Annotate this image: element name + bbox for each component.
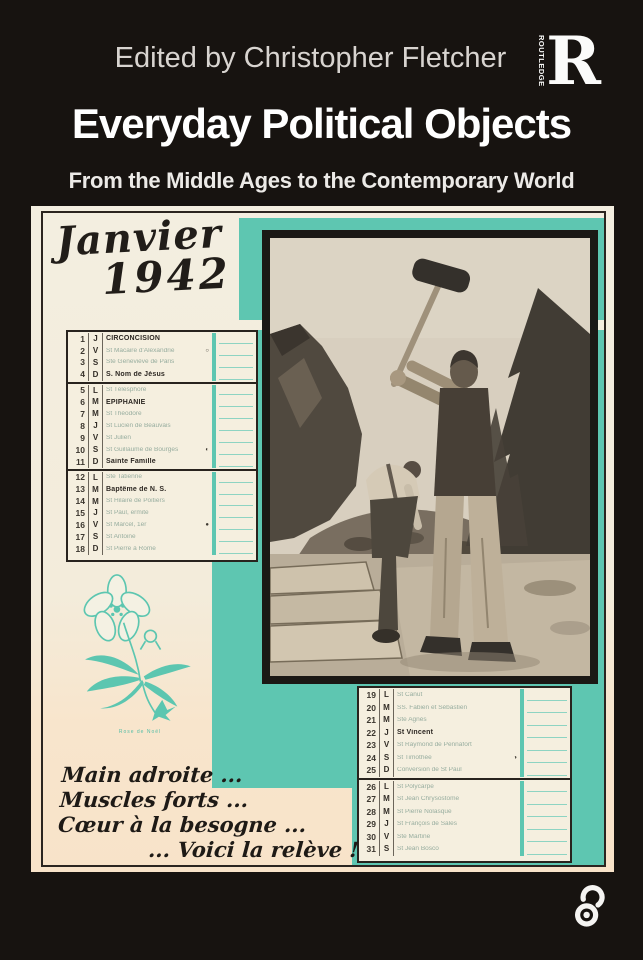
book-subtitle: From the Middle Ages to the Contemporary World xyxy=(68,168,575,193)
saint-name: SS. Fabien et Sébastien xyxy=(397,704,468,711)
saint-name: St Timothée ◑ xyxy=(397,754,517,761)
day-number: 28 xyxy=(366,806,376,817)
notes-cell xyxy=(212,369,256,381)
moon-phase-icon: ◐ xyxy=(205,446,209,453)
calendar-day-row xyxy=(68,345,256,357)
calendar-day-row xyxy=(68,531,256,543)
weekday-letter: L xyxy=(88,472,103,484)
day-number: 8 xyxy=(80,420,85,431)
calendar-day-row xyxy=(359,739,570,752)
day-number: 6 xyxy=(80,397,85,408)
saint-name: St Guillaume de Bourges ◐ xyxy=(106,446,209,453)
day-number: 19 xyxy=(366,690,376,700)
notes-cell xyxy=(520,781,570,794)
calendar-day-row xyxy=(68,357,256,369)
saint-name: St Pierre Nolasque xyxy=(397,808,452,815)
saint-name: St Marcel, 1er ● xyxy=(106,522,209,529)
saint-name: St Paul, ermite xyxy=(106,510,149,517)
weekday-letter: M xyxy=(88,484,103,496)
calendar-day-row xyxy=(68,385,256,397)
saint-name: Conversion de St Paul xyxy=(397,767,462,773)
notes-cell xyxy=(212,444,256,456)
calendar-day-row xyxy=(68,507,256,519)
day-number: 3 xyxy=(80,357,85,368)
calendar-table-january-19-31 xyxy=(357,686,572,863)
notes-cell xyxy=(212,357,256,369)
weekday-letter: S xyxy=(88,531,103,543)
calendar-week-block xyxy=(359,780,570,857)
notes-cell xyxy=(212,507,256,519)
notes-cell xyxy=(520,702,570,715)
calendar-day-row xyxy=(68,496,256,508)
saint-name: CIRCONCISION xyxy=(106,335,161,343)
notes-cell xyxy=(520,793,570,806)
calendar-day-row xyxy=(68,408,256,420)
saint-name: Ste Geneviève de Paris xyxy=(106,359,175,366)
saint-name: Sainte Famille xyxy=(106,458,156,466)
weekday-letter: L xyxy=(88,385,103,397)
calendar-day-row xyxy=(68,444,256,456)
worker-photo xyxy=(262,230,598,684)
calendar-day-row xyxy=(359,714,570,727)
year: 1942 xyxy=(100,248,233,305)
slogan-line-1: Main adroite ... xyxy=(60,762,244,787)
saint-name: St Canut xyxy=(397,692,423,698)
day-number: 14 xyxy=(75,496,85,507)
routledge-logo xyxy=(537,22,601,100)
calendar-day-row xyxy=(68,519,256,531)
notes-cell xyxy=(212,519,256,531)
flower-caption: Rose de Noël xyxy=(118,729,162,735)
day-number: 31 xyxy=(366,844,376,854)
saint-name: St Lucien de Beauvais xyxy=(106,422,171,429)
weekday-letter: M xyxy=(88,496,103,508)
weekday-letter: M xyxy=(379,806,394,819)
calendar-day-row xyxy=(68,369,256,381)
weekday-letter: J xyxy=(379,727,394,740)
day-number: 12 xyxy=(75,472,85,483)
routledge-logo-r: R xyxy=(546,22,601,100)
month-name: Janvier xyxy=(54,209,223,266)
day-number: 23 xyxy=(366,740,376,750)
saint-name: ÉPIPHANIE xyxy=(106,398,146,406)
slogan-block xyxy=(56,762,365,862)
notes-cell xyxy=(520,806,570,819)
saint-name: St Télesphore xyxy=(106,387,147,394)
day-number: 10 xyxy=(75,444,85,455)
calendar-page xyxy=(31,206,614,872)
calendar-day-row xyxy=(359,806,570,819)
day-number: 24 xyxy=(366,752,376,763)
weekday-letter: M xyxy=(88,396,103,408)
weekday-letter: S xyxy=(379,843,394,856)
calendar-day-row xyxy=(359,843,570,856)
notes-cell xyxy=(520,689,570,702)
weekday-letter: M xyxy=(88,408,103,420)
moon-phase-icon: ◑ xyxy=(513,754,517,761)
moon-phase-icon: ○ xyxy=(205,347,209,354)
calendar-day-row xyxy=(359,818,570,831)
weekday-letter: V xyxy=(88,345,103,357)
day-number: 9 xyxy=(80,432,85,443)
open-access-icon xyxy=(570,879,608,929)
notes-cell xyxy=(212,531,256,543)
calendar-day-row xyxy=(68,420,256,432)
weekday-letter: V xyxy=(88,519,103,531)
saint-name: St Jean Bosco xyxy=(397,846,439,852)
saint-name: St Pierre à Rome xyxy=(106,545,156,552)
book-title: Everyday Political Objects xyxy=(71,100,572,147)
month-heading xyxy=(55,210,232,307)
calendar-day-row xyxy=(359,781,570,794)
notes-cell xyxy=(212,420,256,432)
day-number: 7 xyxy=(80,409,85,420)
notes-cell xyxy=(520,843,570,856)
day-number: 4 xyxy=(80,369,85,380)
calendar-week-block xyxy=(68,332,256,384)
saint-name: Ste Agnès xyxy=(397,717,427,723)
day-number: 29 xyxy=(366,819,376,829)
weekday-letter: M xyxy=(379,714,394,727)
saint-name: Baptême de N. S. xyxy=(106,486,167,494)
day-number: 25 xyxy=(366,765,376,775)
calendar-day-row xyxy=(359,727,570,740)
saint-name: Ste Tatienne xyxy=(106,474,143,481)
notes-cell xyxy=(520,818,570,831)
notes-cell xyxy=(212,484,256,496)
saint-name: St Jean Chrysostome xyxy=(397,796,460,802)
hellebore-flower-drawing xyxy=(75,574,205,721)
day-number: 11 xyxy=(76,456,85,467)
notes-cell xyxy=(212,396,256,408)
saint-name: St Hilaire de Poitiers xyxy=(106,498,165,505)
calendar-day-row xyxy=(68,432,256,444)
notes-cell xyxy=(212,543,256,555)
notes-cell xyxy=(212,345,256,357)
weekday-letter: S xyxy=(88,357,103,369)
day-number: 21 xyxy=(366,715,376,725)
weekday-letter: V xyxy=(88,432,103,444)
day-number: 16 xyxy=(75,520,85,531)
weekday-letter: S xyxy=(379,752,394,765)
day-number: 22 xyxy=(366,727,376,738)
day-number: 2 xyxy=(80,345,85,356)
notes-cell xyxy=(520,764,570,777)
calendar-table-january-1-18 xyxy=(66,330,258,562)
saint-name: St Théodore xyxy=(106,411,142,418)
day-number: 17 xyxy=(75,531,85,542)
day-number: 20 xyxy=(366,702,376,713)
slogan-line-2: Muscles forts ... xyxy=(59,787,250,812)
weekday-letter: M xyxy=(379,793,394,806)
weekday-letter: L xyxy=(379,689,394,702)
notes-cell xyxy=(212,333,256,345)
notes-cell xyxy=(212,456,256,468)
saint-name: Ste Martine xyxy=(397,833,431,840)
saint-name: St François de Sales xyxy=(397,821,457,827)
saint-name: St Raymond de Pennafort xyxy=(397,742,472,748)
weekday-letter: V xyxy=(379,831,394,844)
notes-cell xyxy=(212,385,256,397)
weekday-letter: S xyxy=(88,444,103,456)
day-number: 1 xyxy=(80,333,85,344)
calendar-day-row xyxy=(359,752,570,765)
weekday-letter: D xyxy=(88,456,103,468)
calendar-week-block xyxy=(68,471,256,556)
calendar-day-row xyxy=(359,689,570,702)
calendar-day-row xyxy=(359,764,570,777)
calendar-day-row xyxy=(68,484,256,496)
notes-cell xyxy=(520,727,570,740)
weekday-letter: D xyxy=(379,764,394,777)
weekday-letter: D xyxy=(88,543,103,555)
weekday-letter: V xyxy=(379,739,394,752)
day-number: 18 xyxy=(75,543,85,554)
weekday-letter: J xyxy=(88,420,103,432)
calendar-day-row xyxy=(359,793,570,806)
day-number: 26 xyxy=(366,781,376,792)
saint-name: St Macaire d'Alexandrie ○ xyxy=(106,347,209,354)
weekday-letter: M xyxy=(379,702,394,715)
day-number: 27 xyxy=(366,794,376,804)
weekday-letter: D xyxy=(88,369,103,381)
slogan-line-3: Cœur à la besogne ... xyxy=(57,812,308,837)
day-number: 5 xyxy=(80,385,85,396)
notes-cell xyxy=(212,472,256,484)
weekday-letter: J xyxy=(88,333,103,345)
slogan-line-4: ... Voici la relève ! xyxy=(147,837,360,862)
saint-name: St Polycarpe xyxy=(397,783,434,790)
moon-phase-icon: ● xyxy=(205,522,209,529)
calendar-day-row xyxy=(68,543,256,555)
calendar-day-row xyxy=(359,702,570,715)
weekday-letter: L xyxy=(379,781,394,794)
calendar-day-row xyxy=(359,831,570,844)
routledge-logo-vertical-text: ROUTLEDGE xyxy=(537,35,547,87)
saint-name: S. Nom de Jésus xyxy=(106,371,166,379)
notes-cell xyxy=(212,408,256,420)
saint-name: St Antoine xyxy=(106,533,136,540)
calendar-day-row xyxy=(68,456,256,468)
saint-name: St Julien xyxy=(106,434,131,441)
saint-name: St Vincent xyxy=(397,729,434,737)
edited-by-line: Edited by Christopher Fletcher xyxy=(114,42,507,74)
notes-cell xyxy=(520,714,570,727)
day-number: 15 xyxy=(75,508,85,519)
notes-cell xyxy=(212,496,256,508)
weekday-letter: J xyxy=(379,818,394,831)
hellebore-flower-illustration xyxy=(75,574,205,735)
worker-photo-scene xyxy=(270,238,590,676)
notes-cell xyxy=(520,739,570,752)
calendar-week-block xyxy=(68,384,256,471)
day-number: 13 xyxy=(75,484,85,495)
day-number: 30 xyxy=(366,831,376,842)
calendar-day-row xyxy=(68,472,256,484)
calendar-week-block xyxy=(359,688,570,780)
calendar-day-row xyxy=(68,333,256,345)
notes-cell xyxy=(212,432,256,444)
notes-cell xyxy=(520,752,570,765)
notes-cell xyxy=(520,831,570,844)
calendar-day-row xyxy=(68,396,256,408)
weekday-letter: J xyxy=(88,507,103,519)
